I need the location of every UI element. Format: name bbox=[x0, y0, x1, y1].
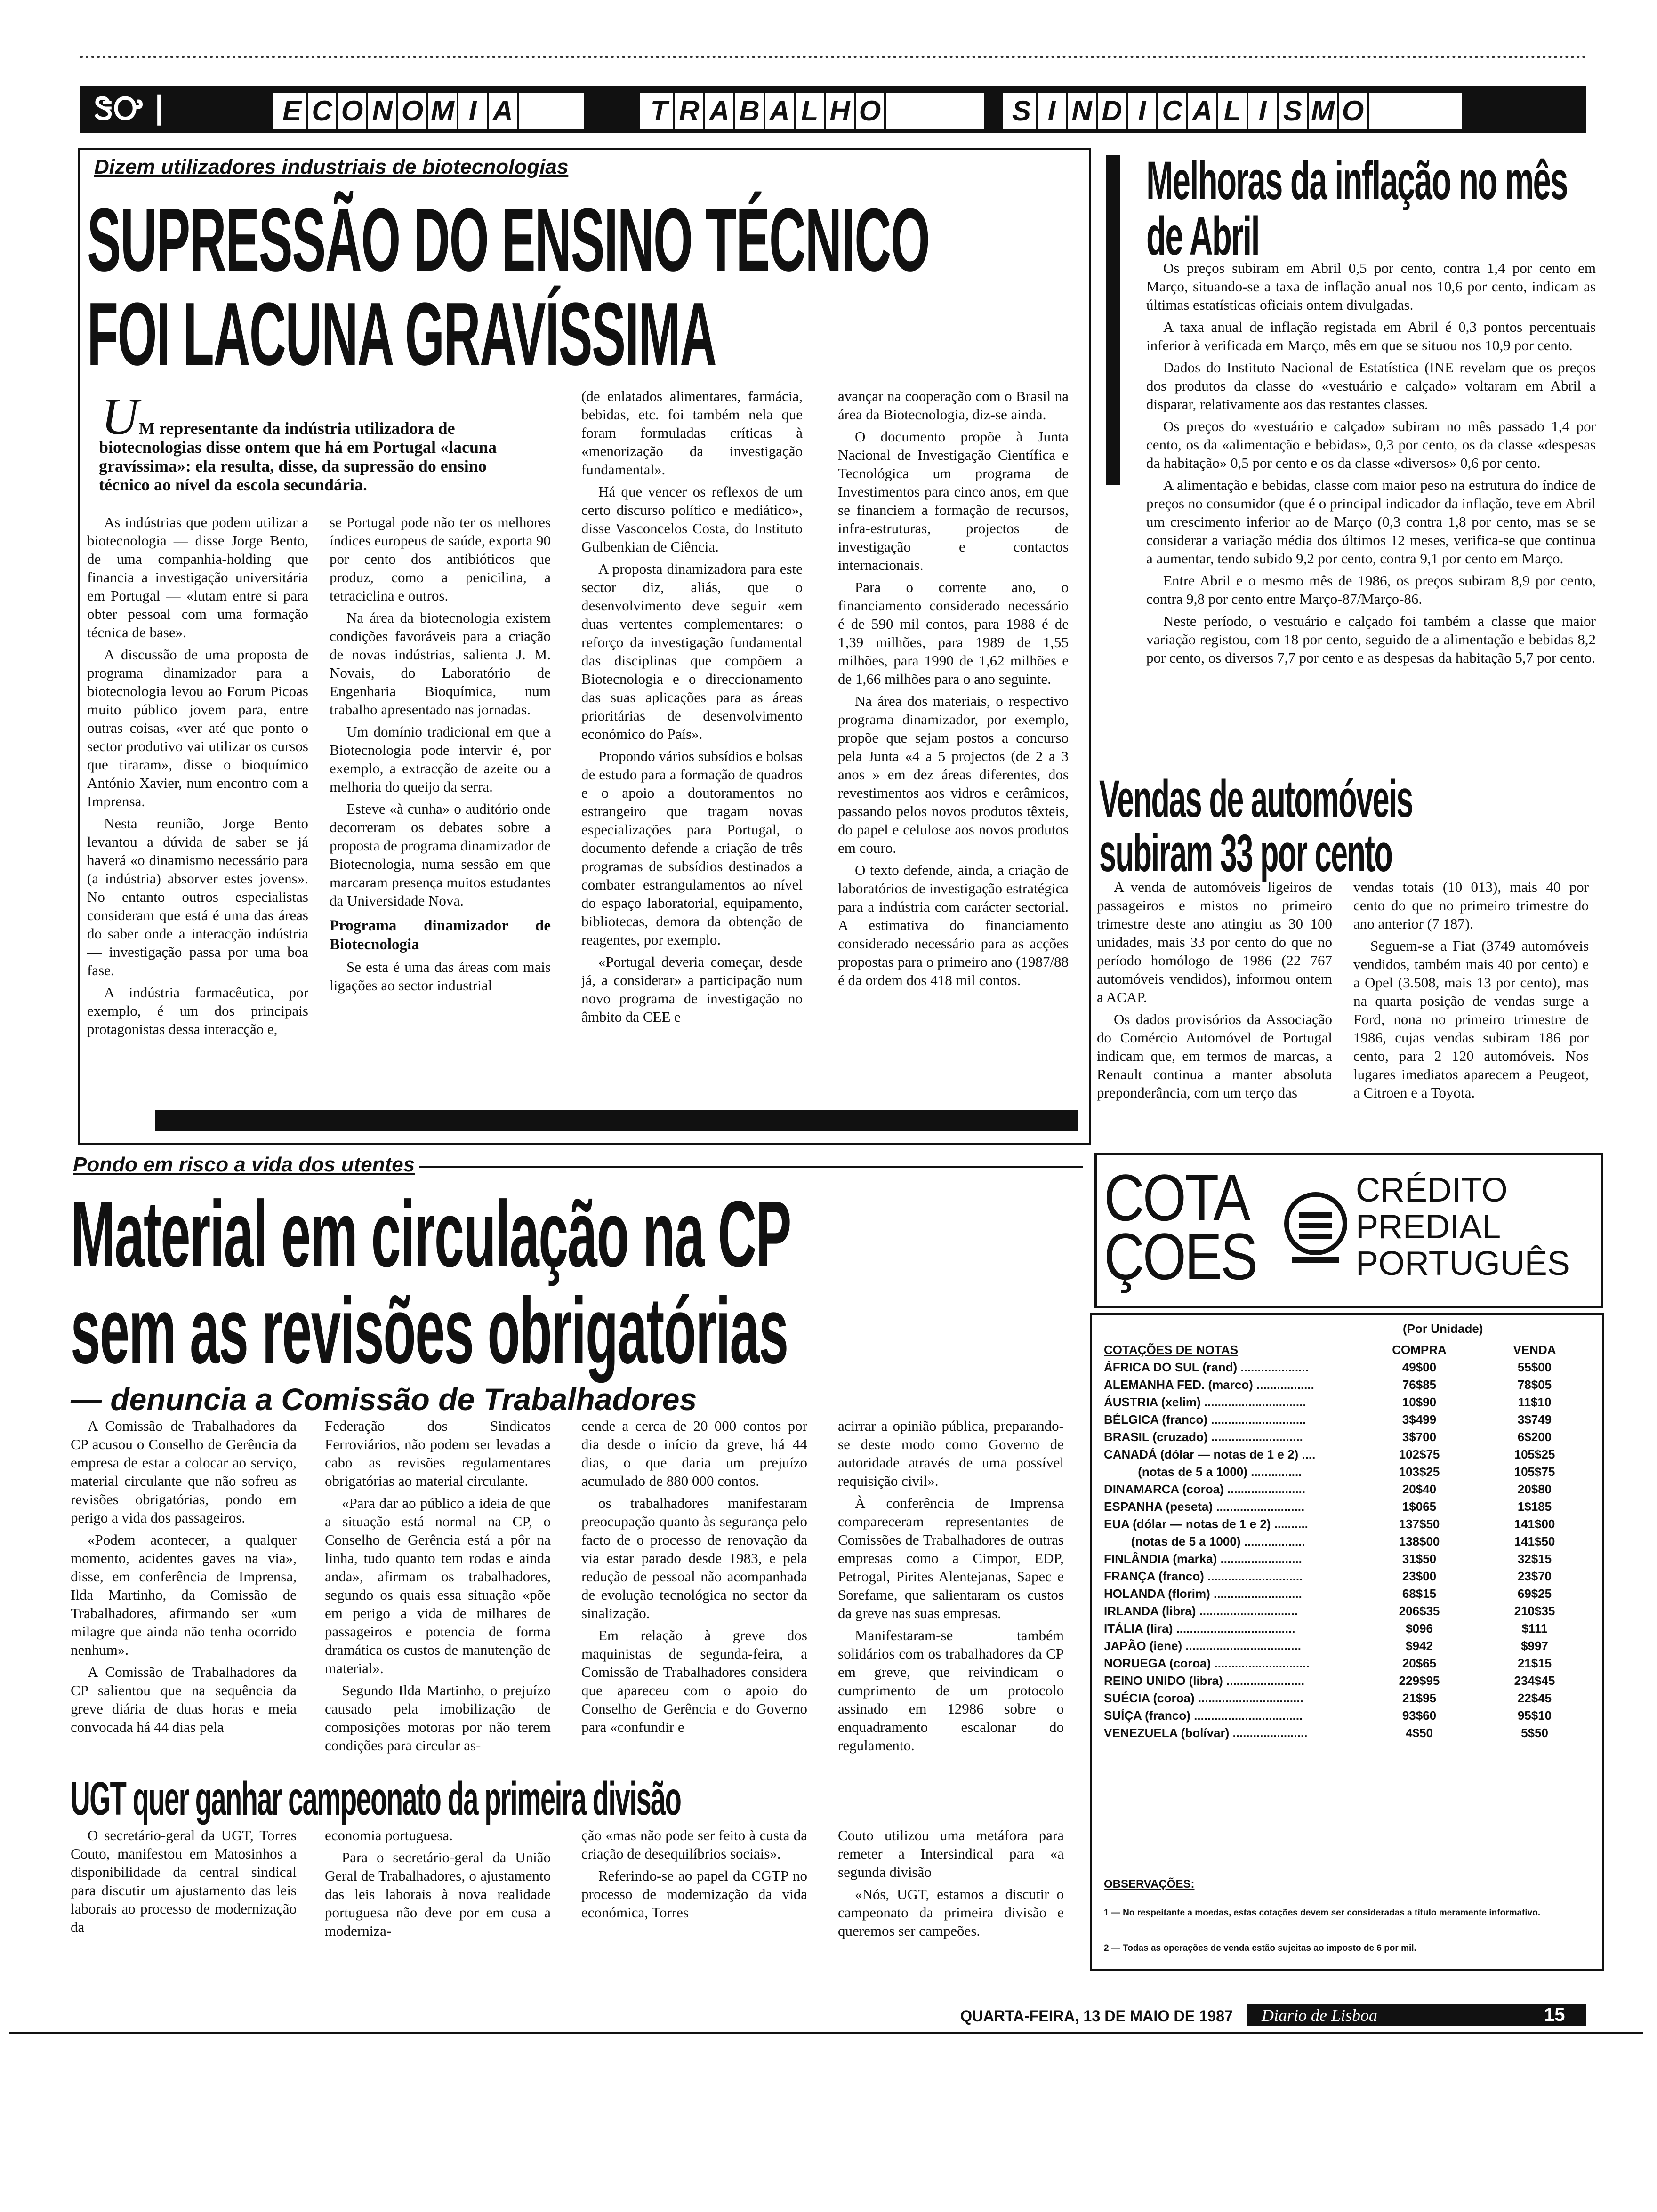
paragraph: Referindo-se ao papel da CGTP no processo de modernização da vida económica, Torres bbox=[581, 1867, 807, 1921]
quote-name: VENEZUELA (bolívar) ...................... bbox=[1104, 1726, 1308, 1740]
cp-headline-1: Material em circulação na CP bbox=[71, 1182, 791, 1287]
table-row bbox=[1104, 1568, 1589, 1585]
quote-buy: 3$499 bbox=[1402, 1412, 1437, 1427]
quote-buy: 20$40 bbox=[1402, 1482, 1437, 1496]
quote-name: ESPANHA (peseta) .......................... bbox=[1104, 1499, 1305, 1514]
paragraph: avançar na cooperação com o Brasil na área da Biotecnologia, diz-se ainda. bbox=[838, 388, 1069, 423]
banner-economia: E C O N O M I A bbox=[271, 90, 586, 132]
paragraph: Se esta é uma das áreas com mais ligações ao sector industrial bbox=[330, 959, 551, 994]
quote-sell: 32$15 bbox=[1517, 1552, 1552, 1566]
biotech-drop-cap: U bbox=[101, 388, 139, 445]
paragraph: Couto utilizou uma metáfora para remeter a Intersindical para «a segunda divisão bbox=[838, 1827, 1064, 1880]
quote-buy: 31$50 bbox=[1402, 1552, 1437, 1566]
quote-sell: 105$75 bbox=[1514, 1465, 1555, 1479]
quote-sell: 22$45 bbox=[1517, 1691, 1552, 1705]
header-buy: COMPRA bbox=[1392, 1343, 1447, 1357]
table-row bbox=[1104, 1463, 1589, 1481]
quote-sell: 95$10 bbox=[1517, 1708, 1552, 1723]
bank-name-1: CRÉDITO bbox=[1356, 1171, 1508, 1209]
inflation-headline: Melhoras da inflação no mês de Abril bbox=[1146, 151, 1568, 266]
paragraph: economia portuguesa. bbox=[325, 1827, 453, 1843]
paragraph: Segundo Ilda Martinho, o prejuízo causado pela imobilização de composições motoras por não terem condições para circular as- bbox=[325, 1682, 551, 1754]
biotech-col-2 bbox=[330, 513, 551, 998]
paragraph: Os preços do «vestuário e calçado» subiram no mês passado 1,4 por cento, os da «alimentação e bebidas», 0,3 por cento, os da classe «despesas da habitação» 0,5 por cento e os da classe «diversos» 0,6 por cento. bbox=[1146, 418, 1596, 471]
quote-buy: 23$00 bbox=[1402, 1569, 1437, 1583]
biotech-kicker: Dizem utilizadores industriais de biotecnologias bbox=[94, 155, 569, 178]
paragraph: As indústrias que podem utilizar a biotecnologia — disse Jorge Bento, de uma companhia-holding que financia a investigação universitária em Portugal — «lutam entre si para obter pessoal com uma formação técnica de base». bbox=[87, 514, 308, 641]
table-row bbox=[1104, 1394, 1589, 1411]
quote-name: SUÍÇA (franco) ................................ bbox=[1104, 1708, 1303, 1723]
quote-sell: 69$25 bbox=[1517, 1587, 1552, 1601]
cotacoes-unit: (Por Unidade) bbox=[1403, 1322, 1483, 1336]
paragraph: Entre Abril e o mesmo mês de 1986, os preços subiram 8,9 por cento, contra 9,8 por cento entre Março-87/Março-86. bbox=[1146, 572, 1596, 607]
quote-name: BRASIL (cruzado) ........................... bbox=[1104, 1430, 1303, 1444]
quote-sell: 105$25 bbox=[1514, 1447, 1555, 1461]
paragraph: os trabalhadores manifestaram preocupação quanto às segurança pelo facto de o processo de renovação da via estar parado desde 1983, e pela redução de pessoal não acompanhada de evolução tecnológica no sector da sinalização. bbox=[581, 1495, 807, 1621]
paragraph: A indústria farmacêutica, por exemplo, é um dos principais protagonistas dessa interacção e, bbox=[87, 984, 308, 1037]
table-row bbox=[1104, 1498, 1589, 1515]
quote-buy: 4$50 bbox=[1406, 1726, 1433, 1740]
quote-sell: 141$50 bbox=[1514, 1534, 1555, 1548]
paragraph: A proposta dinamizadora para este sector diz, aliás, que o desenvolvimento deve seguir «em duas vertentes complementares: o reforço da investigação fundamental das disciplinas que compõem a Biotecnologia e o direccionamento das suas aplicações para as áreas prioritárias de desenvolvimento económico do País». bbox=[581, 561, 803, 742]
cotacoes-title-2: ÇOES bbox=[1104, 1219, 1256, 1293]
table-row bbox=[1104, 1620, 1589, 1637]
paragraph: O secretário-geral da UGT, Torres Couto, manifestou em Matosinhos a disponibilidade da central sindical para discutir um ajustamento das leis laborais ao processo de modernização da bbox=[71, 1827, 297, 1935]
ugt-col-1 bbox=[71, 1826, 297, 1940]
quote-name: ÁFRICA DO SUL (rand) .................... bbox=[1104, 1360, 1309, 1374]
paragraph: Um domínio tradicional em que a Biotecnologia pode intervir é, por exemplo, a extracção de azeite ou a melhoria do queijo da serra. bbox=[330, 723, 551, 795]
paragraph: Na área da biotecnologia existem condições favoráveis para a criação de novas indústrias, salienta J. M. Novais, do Laboratório de Engenharia Bioquímica, num trabalho apresentado nas jornadas. bbox=[330, 609, 551, 718]
paragraph: A venda de automóveis ligeiros de passageiros e mistos no primeiro trimestre deste ano atingiu as 30 100 unidades, mais 33 por cento do que no período homólogo de 1986 (22 767 automóveis vendidos), informou ontem a ACAP. bbox=[1097, 879, 1332, 1005]
cotacoes-table-wrap bbox=[1104, 1341, 1589, 1742]
banner-sindicalismo: S I N D I C A L I S M O bbox=[1000, 90, 1464, 132]
table-row bbox=[1104, 1655, 1589, 1672]
quote-buy: 3$700 bbox=[1402, 1430, 1437, 1444]
quote-name: (notas de 5 a 1000) .................. bbox=[1104, 1534, 1305, 1548]
quote-name: SUÉCIA (coroa) ............................... bbox=[1104, 1691, 1303, 1705]
table-row bbox=[1104, 1446, 1589, 1463]
paragraph: ção «mas não pode ser feito à custa da criação de desequilíbrios sociais». bbox=[581, 1827, 807, 1862]
quote-buy: 229$95 bbox=[1399, 1674, 1440, 1688]
biotech-col-4 bbox=[838, 387, 1069, 993]
quote-buy: 102$75 bbox=[1399, 1447, 1440, 1461]
footer-date: QUARTA-FEIRA, 13 DE MAIO DE 1987 bbox=[960, 2007, 1233, 2025]
paragraph: A Comissão de Trabalhadores da CP acusou o Conselho de Gerência da empresa de estar a colocar ao serviço, material circulante que não sofreu as revisões obrigatórias, pondo em perigo a vida dos passageiros. bbox=[71, 1418, 297, 1526]
paragraph: «Portugal deveria começar, desde já, a considerar» a participação num novo programa de investigação no âmbito da CEE e bbox=[581, 954, 803, 1025]
table-row bbox=[1104, 1707, 1589, 1724]
cp-col-4 bbox=[838, 1417, 1064, 1758]
paragraph: O texto defende, ainda, a criação de laboratórios de investigação estratégica para a indústria com carácter sectorial. A estimativa do financiamento considerado necessário para as acções propostas para o primeiro ano (1987/88 é da ordem dos 418 mil contos. bbox=[838, 862, 1069, 988]
quote-buy: 138$00 bbox=[1399, 1534, 1440, 1548]
quote-sell: 78$05 bbox=[1517, 1378, 1552, 1392]
quote-name: HOLANDA (florim) .......................... bbox=[1104, 1587, 1302, 1601]
paragraph: Nesta reunião, Jorge Bento levantou a dúvida de saber se já haverá «o dinamismo necessário para (a indústria) absorver estes jovens». No entanto outros especialistas consideram que está é uma das áreas do saber onde a interacção indústria — investigação passa por uma boa fase. bbox=[87, 815, 308, 978]
paragraph: Para o corrente ano, o financiamento considerado necessário é de 590 mil contos, para 1988 é de 1,39 milhões, para 1989 de 1,55 milhões, para 1990 de 1,62 milhões e de 1,66 milhões para o ano seguinte. bbox=[838, 579, 1069, 687]
paragraph: À conferência de Imprensa compareceram representantes de Comissões de Trabalhadores de outras empresas como a Cimpor, EDP, Petrogal, Pirites Alentejanas, Sapec e Sorefame, que salientaram os custos da greve nas suas empresas. bbox=[838, 1495, 1064, 1621]
quote-name: FINLÂNDIA (marka) ........................ bbox=[1104, 1552, 1302, 1566]
footer-rule bbox=[9, 2032, 1643, 2034]
quote-sell: 21$15 bbox=[1517, 1656, 1552, 1670]
paragraph: A discussão de uma proposta de programa dinamizador para a biotecnologia levou ao Forum Picoas muito público jovem para, entre outras coisas, «ver até que ponto o sector produtivo vai utilizar os cursos que tiraram», disse o bioquímico António Xavier, num encontro com a Imprensa. bbox=[87, 646, 308, 809]
table-row bbox=[1104, 1428, 1589, 1446]
quote-name: (notas de 5 a 1000) ............... bbox=[1104, 1465, 1302, 1479]
table-header-row bbox=[1104, 1341, 1589, 1359]
table-row bbox=[1104, 1690, 1589, 1707]
biotech-col-1 bbox=[87, 513, 308, 1042]
cars-headline-2: subiram 33 por cento bbox=[1099, 824, 1392, 882]
paragraph: Há que vencer os reflexos de um certo discurso político e mediático», disse Vasconcelos Costa, do Instituto Gulbenkian de Ciência. bbox=[581, 483, 803, 555]
paragraph: Dados do Instituto Nacional de Estatística (INE revelam que os preços dos produtos da classe do «vestuário e calçado» voltaram em Abril a disparar, relativamente aos das restantes classes. bbox=[1146, 359, 1596, 412]
paragraph: «Podem acontecer, a qualquer momento, acidentes gaves na via», disse, em conferência de Imprensa, Ilda Martinho, da Comissão de Trabalhadores, afirmando ser «um milagre que ainda não tenha ocorrido nenhum». bbox=[71, 1531, 297, 1658]
inflation-side-bar bbox=[1106, 155, 1120, 485]
paragraph: A alimentação e bebidas, classe com maior peso na estrutura do índice de preços no consumidor (que é o principal indicador da inflação, teve em Abril um crescimento inferior ao de Março (0,3 contra 1,8 por cento, mas se se considerar a variação média dos últimos 12 meses, verifica-se que continua a aumentar, tendo subido 9,2 por cento, contra 9,1 por cento em Março. bbox=[1146, 477, 1596, 567]
paragraph: A Comissão de Trabalhadores da CP salientou que na sequência da greve diária de duas horas e meia convocada há 44 dias pela bbox=[71, 1664, 297, 1735]
cotacoes-obs-1: 1 — No respeitante a moedas, estas cotações devem ser consideradas a título meramente informativo. bbox=[1104, 1908, 1541, 1918]
top-dotted-rule bbox=[80, 56, 1586, 58]
paragraph: Em relação à greve dos maquinistas de segunda-feira, a Comissão de Trabalhadores considera que apareceu com o apoio do Conselho de Gerência e do Governo para «confundir e bbox=[581, 1627, 807, 1735]
cars-headline-1: Vendas de automóveis bbox=[1099, 769, 1413, 828]
biotech-headline-1: SUPRESSÃO DO ENSINO TÉCNICO bbox=[87, 190, 930, 290]
quote-name: IRLANDA (libra) ............................. bbox=[1104, 1604, 1298, 1618]
quote-sell: 6$200 bbox=[1517, 1430, 1552, 1444]
table-row bbox=[1104, 1359, 1589, 1376]
paragraph: A taxa anual de inflação registada em Abril é 0,3 pontos percentuais inferior à verificada em Março, mês em que se situou nos 10,9 por cento. bbox=[1146, 319, 1596, 353]
cotacoes-table bbox=[1104, 1341, 1589, 1742]
quote-buy: 76$85 bbox=[1402, 1378, 1437, 1392]
cp-col-2 bbox=[325, 1417, 551, 1758]
cotacoes-title-1: COTA bbox=[1104, 1161, 1249, 1234]
cars-col-1 bbox=[1097, 878, 1332, 1106]
paragraph: Seguem-se a Fiat (3749 automóveis vendidos, também mais 40 por cento) e a Opel (3.508, mais 13 por cento), mas na quarta posição de vendas surge a Ford, nona no primeiro trimestre de 1986, cujas vendas subiram 186 por cento, para 2 120 automóveis. Nos lugares imediatos aparecem a Peugeot, a Citroen e a Toyota. bbox=[1353, 938, 1589, 1101]
quote-buy: 93$60 bbox=[1402, 1708, 1437, 1723]
paragraph: vendas totais (10 013), mais 40 por cento do que no primeiro trimestre do ano anterior (7 187). bbox=[1353, 879, 1589, 932]
paragraph: Esteve «à cunha» o auditório onde decorreram os debates sobre a proposta de programa dinamizador de Biotecnologia, numa sessão em que marcaram presença muitos estudantes da Universidade Nova. bbox=[330, 801, 551, 909]
quote-name: JAPÃO (iene) .................................. bbox=[1104, 1639, 1301, 1653]
table-row bbox=[1104, 1481, 1589, 1498]
ugt-col-4 bbox=[838, 1826, 1064, 1944]
biotech-col-3 bbox=[581, 387, 803, 1030]
cp-headline-2: sem as revisões obrigatórias bbox=[71, 1278, 788, 1383]
quote-sell: $111 bbox=[1521, 1621, 1548, 1635]
quote-sell: 1$185 bbox=[1517, 1499, 1552, 1514]
cp-col-1 bbox=[71, 1417, 297, 1740]
quote-buy: 206$35 bbox=[1399, 1604, 1440, 1618]
paper-logo: ᏕᎤ ⎮ bbox=[94, 92, 166, 126]
table-row bbox=[1104, 1515, 1589, 1533]
cotacoes-obs-2: 2 — Todas as operações de venda estão sujeitas ao imposto de 6 por mil. bbox=[1104, 1943, 1416, 1953]
paragraph: (de enlatados alimentares, farmácia, bebidas, etc. foi também nela que foram formuladas críticas à «menorização da investigação fundamental». bbox=[581, 388, 803, 478]
quote-name: FRANÇA (franco) ............................ bbox=[1104, 1569, 1303, 1583]
table-row bbox=[1104, 1585, 1589, 1603]
quote-buy: 21$95 bbox=[1402, 1691, 1437, 1705]
paragraph: Na área dos materiais, o respectivo programa dinamizador, por exemplo, propõe que sejam postos a concurso pela Junta «4 a 5 projectos (de 2 a 3 anos » em dez áreas diferentes, dos revestimentos aos vidros e cerâmicos, passando pelos novos produtos têxteis, do papel e celulose aos novos produtos em couro. bbox=[838, 693, 1069, 856]
paragraph: Manifestaram-se também solidários com os trabalhadores da CP em greve, que reivindicam o cumprimento de um protocolo assinado em 12986 sobre o enquadramento escalonar do regulamento. bbox=[838, 1627, 1064, 1754]
paragraph: Federação dos Sindicatos Ferroviários, não podem ser levadas a cabo as revisões regulamentares obrigatórias ao material circulante. bbox=[325, 1418, 551, 1489]
table-row bbox=[1104, 1411, 1589, 1428]
quote-sell: 234$45 bbox=[1514, 1674, 1555, 1688]
quote-sell: 55$00 bbox=[1517, 1360, 1552, 1374]
paragraph: Os dados provisórios da Associação do Comércio Automóvel de Portugal indicam que, em termos de marcas, a Renault continua a manter absoluta preponderância, com um terço das bbox=[1097, 1011, 1332, 1101]
quote-name: ALEMANHA FED. (marco) ................. bbox=[1104, 1378, 1314, 1392]
quote-name: BÉLGICA (franco) ............................ bbox=[1104, 1412, 1306, 1427]
quote-sell: 5$50 bbox=[1521, 1726, 1548, 1740]
quote-name: EUA (dólar — notas de 1 e 2) .......... bbox=[1104, 1517, 1308, 1531]
table-row bbox=[1104, 1672, 1589, 1690]
quote-sell: $997 bbox=[1521, 1639, 1548, 1653]
bank-name-2: PREDIAL bbox=[1356, 1208, 1501, 1246]
quote-name: REINO UNIDO (libra) ....................... bbox=[1104, 1674, 1305, 1688]
quote-sell: 141$00 bbox=[1514, 1517, 1555, 1531]
quote-name: ÁUSTRIA (xelim) .............................. bbox=[1104, 1395, 1306, 1409]
quote-sell: 11$10 bbox=[1518, 1395, 1552, 1409]
quote-sell: 210$35 bbox=[1514, 1604, 1555, 1618]
ugt-headline: UGT quer ganhar campeonato da primeira divisão bbox=[71, 1772, 681, 1825]
table-row bbox=[1104, 1724, 1589, 1742]
header-sell: VENDA bbox=[1513, 1343, 1556, 1357]
biotech-headline-2: FOI LACUNA GRAVÍSSIMA bbox=[87, 284, 716, 384]
bank-name-3: PORTUGUÊS bbox=[1356, 1245, 1570, 1282]
quote-buy: $942 bbox=[1406, 1639, 1433, 1653]
quote-name: NORUEGA (coroa) ............................ bbox=[1104, 1656, 1310, 1670]
paragraph: Os preços subiram em Abril 0,5 por cento, contra 1,4 por cento em Março, situando-se a taxa de inflação anual nos 10,6 por cento, indicam as últimas estatísticas oficiais ontem divulgadas. bbox=[1146, 260, 1596, 313]
ugt-col-3 bbox=[581, 1826, 807, 1925]
cp-kicker: Pondo em risco a vida dos utentes bbox=[73, 1153, 419, 1177]
table-row bbox=[1104, 1550, 1589, 1568]
quote-sell: 20$80 bbox=[1517, 1482, 1552, 1496]
table-row bbox=[1104, 1376, 1589, 1394]
quote-buy: $096 bbox=[1406, 1621, 1433, 1635]
inflation-body bbox=[1146, 259, 1596, 671]
footer-paper-name: Diario de Lisboa bbox=[1262, 2006, 1378, 2025]
cotacoes-obs-title: OBSERVAÇÕES: bbox=[1104, 1878, 1195, 1891]
quote-name: ITÁLIA (lira) ................................... bbox=[1104, 1621, 1295, 1635]
table-row bbox=[1104, 1533, 1589, 1550]
cp-col-3 bbox=[581, 1417, 807, 1740]
quote-sell: 3$749 bbox=[1517, 1412, 1552, 1427]
quote-buy: 1$065 bbox=[1402, 1499, 1437, 1514]
paragraph: Para o secretário-geral da União Geral de Trabalhadores, o ajustamento das leis laborais à nova realidade portuguesa não deve por em cusa a moderniza- bbox=[325, 1849, 551, 1939]
quote-buy: 10$90 bbox=[1402, 1395, 1437, 1409]
quote-sell: 23$70 bbox=[1517, 1569, 1552, 1583]
quote-buy: 103$25 bbox=[1399, 1465, 1440, 1479]
quote-buy: 20$65 bbox=[1402, 1656, 1437, 1670]
paragraph: «Nós, UGT, estamos a discutir o campeonato da primeira divisão e queremos ser campeões. bbox=[838, 1886, 1064, 1939]
quote-buy: 68$15 bbox=[1402, 1587, 1437, 1601]
biotech-bottom-rule bbox=[155, 1110, 1078, 1131]
table-row bbox=[1104, 1603, 1589, 1620]
footer-page-number: 15 bbox=[1544, 2004, 1565, 2025]
quote-buy: 137$50 bbox=[1399, 1517, 1440, 1531]
cp-subhead: — denuncia a Comissão de Trabalhadores bbox=[71, 1382, 697, 1417]
paragraph: acirrar a opinião pública, preparando-se deste modo como Governo de autoridade através de uma possível requisição civil». bbox=[838, 1418, 1064, 1489]
paragraph: cende a cerca de 20 000 contos por dia desde o início da greve, há 44 dias, o que daria um prejuízo acumulado de 880 000 contos. bbox=[581, 1418, 807, 1489]
bank-logo-icon bbox=[1280, 1186, 1351, 1271]
paragraph: Neste período, o vestuário e calçado foi também a classe que maior variação registou, com 18 por cento, seguido de a alimentação e bebidas 8,2 por cento, os diversos 7,7 por cento e as despesas da habitação 5,7 por cento. bbox=[1146, 613, 1596, 666]
biotech-lead: M representante da indústria utilizadora de biotecnologias disse ontem que há em Portugal «lacuna gravíssima»: ela resulta, disse, da supressão do ensino técnico ao nível da escola secundária. bbox=[99, 419, 497, 494]
paragraph: se Portugal pode não ter os melhores índices europeus de saúde, exporta 90 por cento dos antibióticos que produz, como a penicilina, a tetraciclina e outros. bbox=[330, 514, 551, 604]
ugt-col-2 bbox=[325, 1826, 551, 1944]
quote-buy: 49$00 bbox=[1402, 1360, 1437, 1374]
paragraph: Propondo vários subsídios e bolsas de estudo para a formação de quadros e o apoio a doutoramentos no estrangeiro que tragam novas especializações para Portugal, o documento defende a criação de três programas de subsídios destinados a combater estrangulamentos ao nível do espaço laboratorial, equipamento, bibliotecas, demora da obtenção de reagentes, por exemplo. bbox=[581, 748, 803, 948]
paragraph: O documento propõe à Junta Nacional de Investigação Científica e Tecnológica um programa de Investimentos para cinco anos, em que se financiem a formação de recursos, infra-estruturas, projectos de investigação e contactos internacionais. bbox=[838, 428, 1069, 573]
table-row bbox=[1104, 1637, 1589, 1655]
subheading: Programa dinamizador de Biotecnologia bbox=[330, 917, 551, 953]
paragraph: «Para dar ao público a ideia de que a situação está normal na CP, o Conselho de Gerência está a pôr na linha, tudo quanto tem rodas e ainda anda», afirmam os trabalhadores, segundo os quais essa situação «põe em perigo a vida de milhares de passageiros e potencia de forma dramática os custos de manutenção de material». bbox=[325, 1495, 551, 1676]
cars-col-2 bbox=[1353, 878, 1589, 1106]
banner-trabalho: T R A B A L H O bbox=[638, 90, 986, 132]
header-name: COTAÇÕES DE NOTAS bbox=[1104, 1343, 1239, 1357]
quote-name: DINAMARCA (coroa) ....................... bbox=[1104, 1482, 1306, 1496]
quote-name: CANADÁ (dólar — notas de 1 e 2) .... bbox=[1104, 1447, 1316, 1461]
